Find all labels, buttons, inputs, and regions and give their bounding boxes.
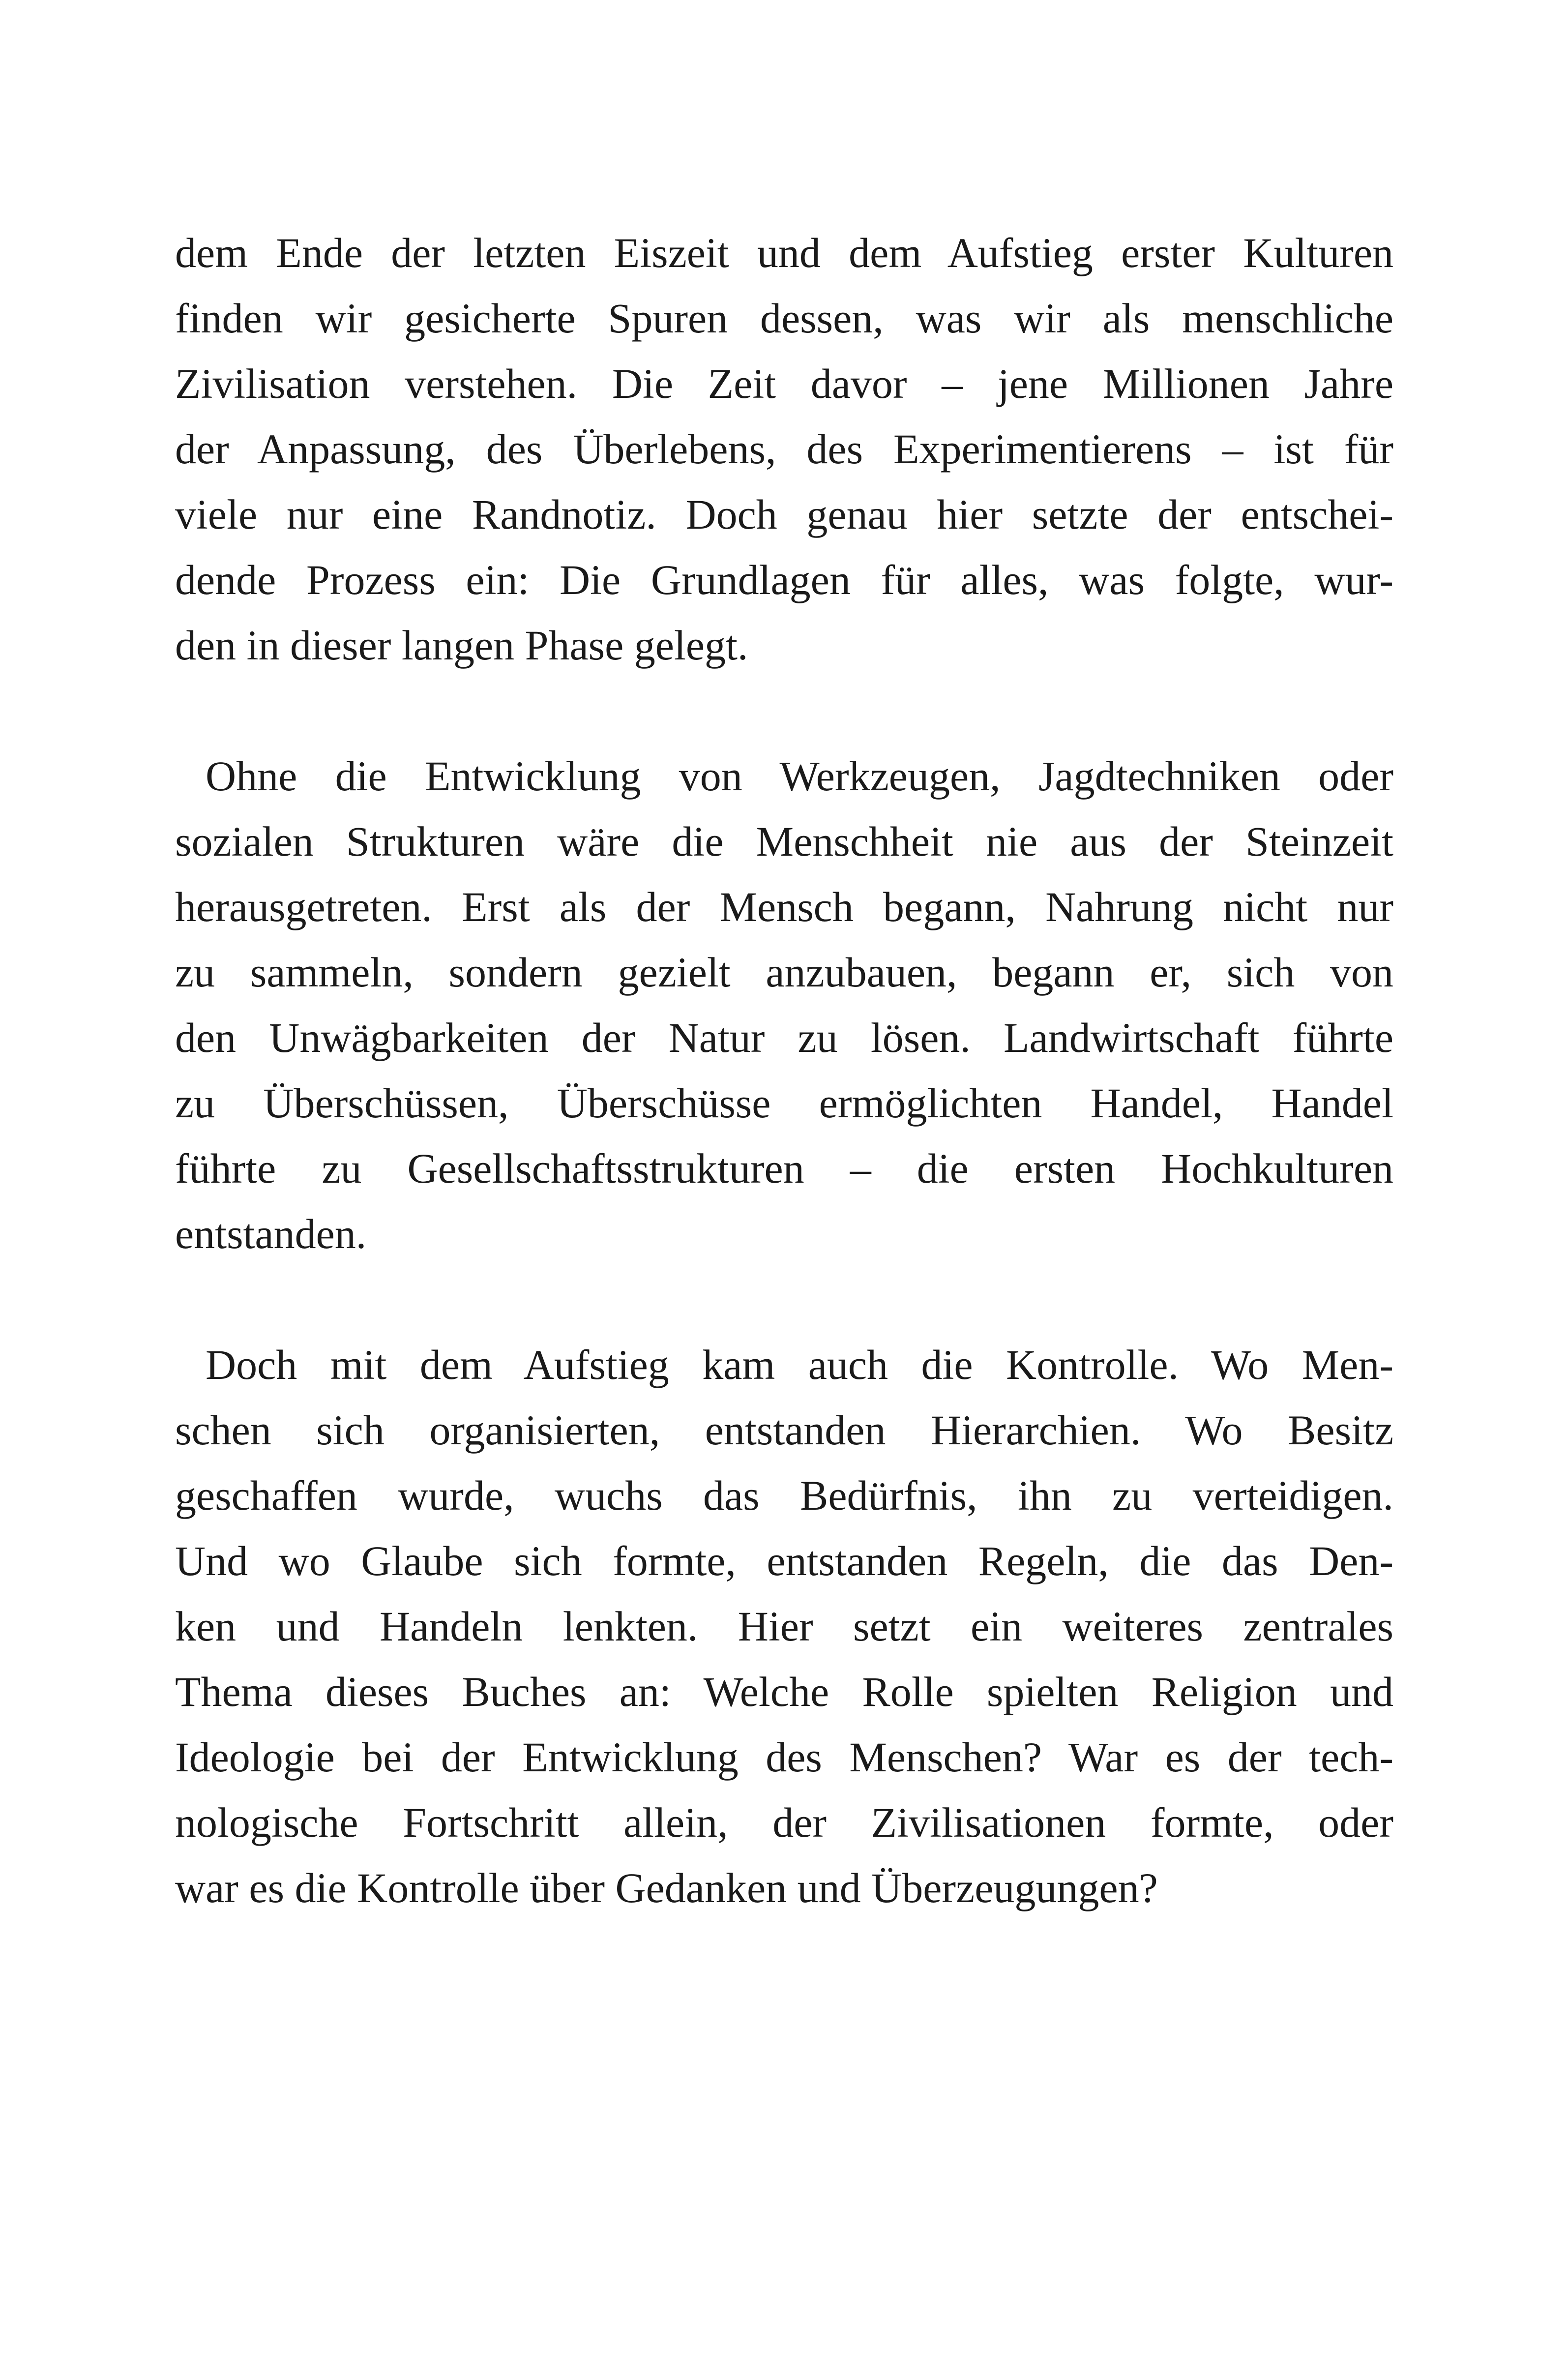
text-line: Thema dieses Buches an: Welche Rolle spielten Religion und [175, 1668, 1393, 1715]
text-line: entstanden. [175, 1210, 367, 1257]
text-line: dem Ende der letzten Eiszeit und dem Aufstieg erster Kulturen [175, 229, 1393, 276]
text-line: zu sammeln, sondern gezielt anzubauen, begann er, sich von [175, 949, 1393, 996]
text-line: Ohne die Entwicklung von Werkzeugen, Jagdtechniken oder [206, 752, 1393, 800]
paragraph-1 [175, 220, 1393, 678]
text-line: Ideologie bei der Entwicklung des Menschen? War es der tech- [175, 1733, 1393, 1781]
text-line: war es die Kontrolle über Gedanken und Überzeugungen? [175, 1864, 1158, 1911]
paragraph-2 [175, 744, 1393, 1267]
paragraph-3 [175, 1332, 1393, 1921]
text-line: den in dieser langen Phase gelegt. [175, 622, 748, 669]
text-line: schen sich organisierten, entstanden Hierarchien. Wo Besitz [175, 1406, 1393, 1454]
text-line: führte zu Gesellschaftsstrukturen – die ersten Hochkulturen [175, 1145, 1393, 1192]
text-line: Und wo Glaube sich formte, entstanden Regeln, die das Den- [175, 1537, 1393, 1584]
text-line: sozialen Strukturen wäre die Menschheit nie aus der Steinzeit [175, 818, 1393, 865]
text-line: nologische Fortschritt allein, der Zivilisationen formte, oder [175, 1799, 1393, 1846]
text-line: den Unwägbarkeiten der Natur zu lösen. Landwirtschaft führte [175, 1014, 1393, 1061]
text-line: dende Prozess ein: Die Grundlagen für alles, was folgte, wur- [175, 556, 1393, 603]
text-line: finden wir gesicherte Spuren dessen, was wir als menschliche [175, 295, 1393, 342]
text-line: viele nur eine Randnotiz. Doch genau hier setzte der entschei- [175, 491, 1393, 538]
text-line: der Anpassung, des Überlebens, des Experimentierens – ist für [175, 425, 1393, 473]
text-line: herausgetreten. Erst als der Mensch begann, Nahrung nicht nur [175, 883, 1393, 930]
text-line: Zivilisation verstehen. Die Zeit davor – jene Millionen Jahre [175, 360, 1393, 407]
text-line: Doch mit dem Aufstieg kam auch die Kontrolle. Wo Men- [206, 1341, 1393, 1388]
text-line: ken und Handeln lenkten. Hier setzt ein weiteres zentrales [175, 1603, 1393, 1650]
body-text [175, 220, 1393, 1921]
text-line: zu Überschüssen, Überschüsse ermöglichten Handel, Handel [175, 1079, 1393, 1127]
text-line: geschaffen wurde, wuchs das Bedürfnis, ihn zu verteidigen. [175, 1472, 1393, 1519]
